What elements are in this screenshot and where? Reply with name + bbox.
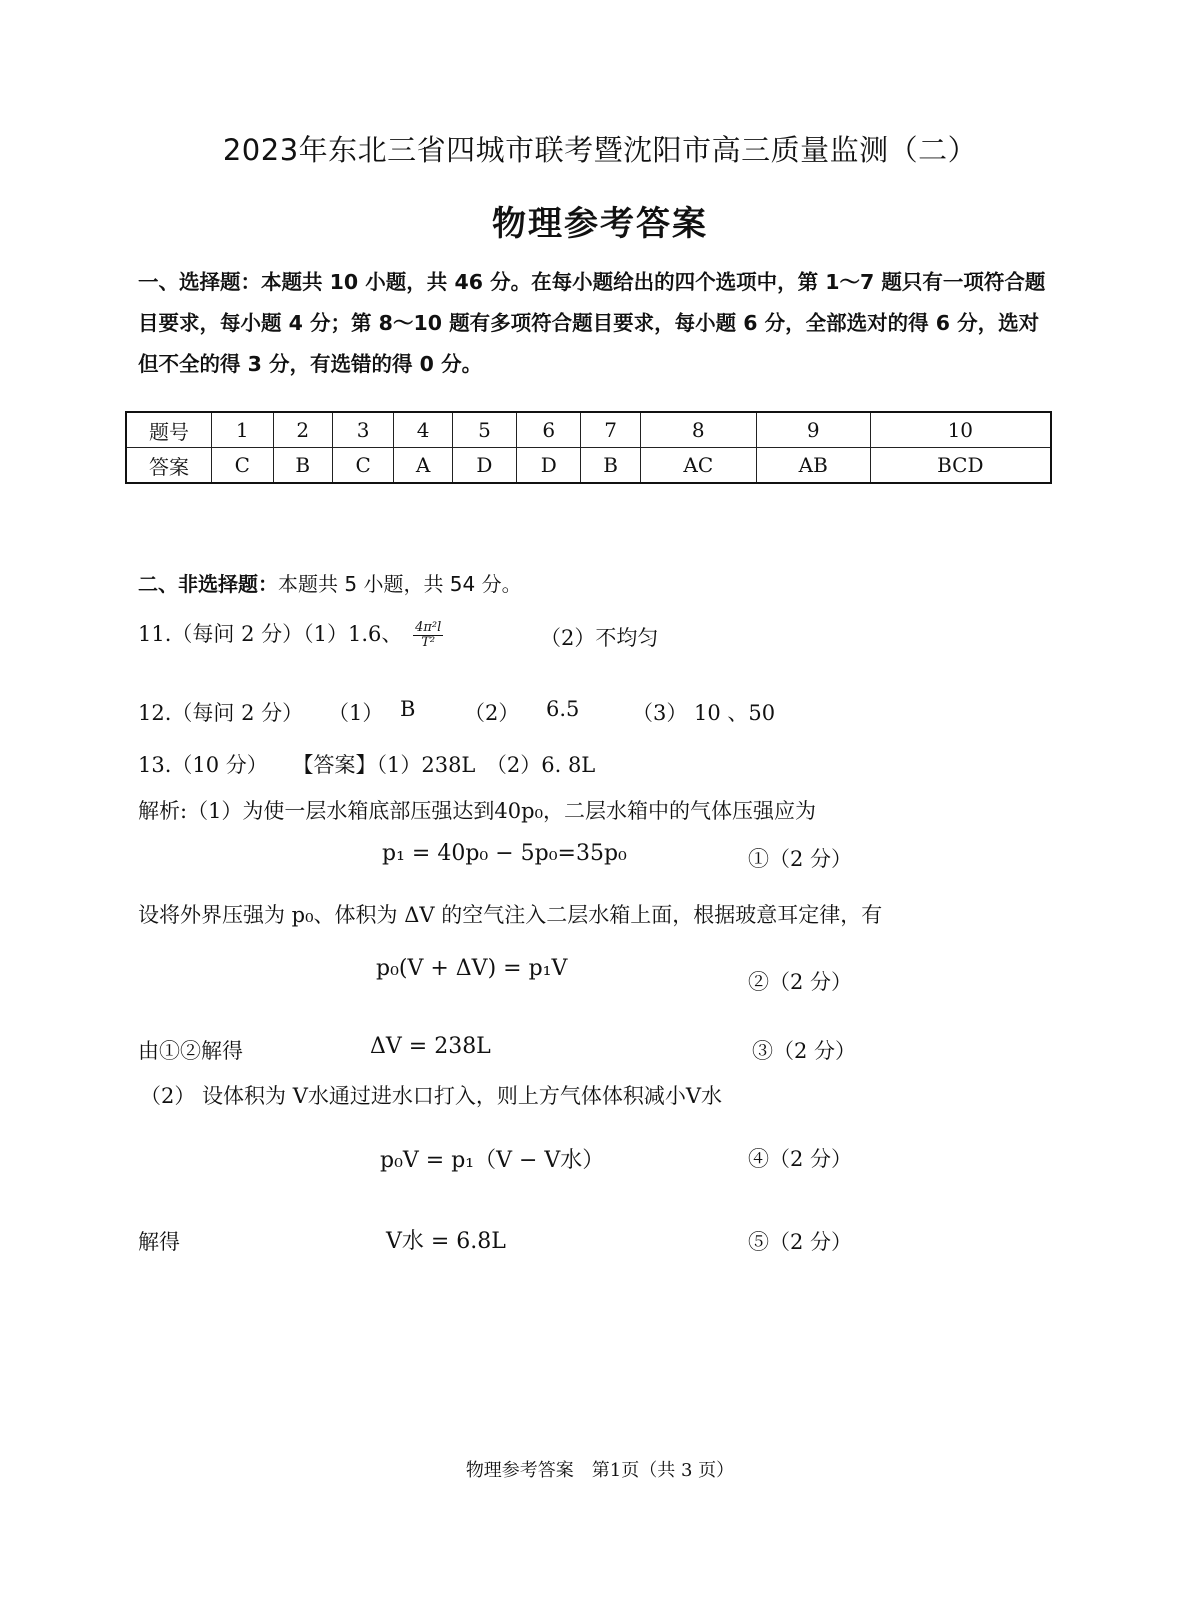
equation-4: p₀V = p₁（V − V水） bbox=[380, 1148, 605, 1173]
q11-answer bbox=[138, 618, 447, 650]
table-cell: BCD bbox=[870, 448, 1051, 484]
equation-5: V水 = 6.8L bbox=[386, 1229, 506, 1254]
equation-3-mark: ③（2 分） bbox=[752, 1039, 857, 1063]
q13-number: 13.（10 分） bbox=[138, 753, 268, 777]
q13-analysis-line2: 设将外界压强为 p₀、体积为 ΔV 的空气注入二层水箱上面，根据玻意耳定律，有 bbox=[138, 903, 883, 927]
table-cell: AB bbox=[756, 448, 870, 484]
table-cell: A bbox=[394, 448, 452, 484]
section2-heading bbox=[138, 568, 522, 597]
q11-fraction bbox=[413, 621, 443, 650]
table-cell: 5 bbox=[452, 412, 516, 448]
table-cell: 9 bbox=[756, 412, 870, 448]
q12-part3-label: （3） bbox=[632, 701, 688, 725]
table-cell: 4 bbox=[394, 412, 452, 448]
table-row bbox=[126, 412, 1051, 448]
table-cell: C bbox=[332, 448, 394, 484]
table-cell: 10 bbox=[870, 412, 1051, 448]
q11-frac-num: 4π²l bbox=[415, 620, 442, 635]
equation-1-mark: ①（2 分） bbox=[748, 847, 853, 871]
page-footer: 物理参考答案 第1页（共 3 页） bbox=[465, 1460, 735, 1481]
equation-2-mark: ②（2 分） bbox=[748, 970, 853, 994]
document-title: 2023年东北三省四城市联考暨沈阳市高三质量监测（二） bbox=[222, 133, 978, 167]
section2-title: 二、非选择题： bbox=[138, 572, 278, 596]
q12-part1-answer: B bbox=[400, 697, 416, 721]
q12-prefix: 12.（每问 2 分） bbox=[138, 701, 304, 725]
equation-5-mark: ⑤（2 分） bbox=[748, 1230, 853, 1254]
table-cell: 3 bbox=[332, 412, 394, 448]
table-cell: D bbox=[452, 448, 516, 484]
q11-prefix: 11.（每问 2 分）（1）1.6、 bbox=[138, 622, 403, 646]
document-subtitle: 物理参考答案 bbox=[492, 204, 708, 244]
table-cell: C bbox=[212, 448, 274, 484]
q13-header bbox=[138, 749, 595, 779]
q12-part2-label: （2） bbox=[464, 701, 520, 725]
equation-4-mark: ④（2 分） bbox=[748, 1147, 853, 1171]
table-cell: AC bbox=[640, 448, 756, 484]
table-cell: B bbox=[581, 448, 640, 484]
table-header-cell: 题号 bbox=[126, 412, 212, 448]
section1-instructions: 一、选择题：本题共 10 小题，共 46 分。在每小题给出的四个选项中，第 1～7 题只有一项符合题目要求，每小题 4 分；第 8～10 题有多项符合题目要求，每小题 6 分，全部选对的得 6 分，选对但不全的得 3 分，有选错的得 0 分。 bbox=[138, 270, 1046, 376]
q13-answer-text: （1）238L （2）6. 8L bbox=[376, 753, 596, 777]
table-cell: 2 bbox=[273, 412, 332, 448]
table-row bbox=[126, 448, 1051, 484]
q13-analysis-line1: 解析:（1）为使一层水箱底部压强达到40p₀，二层水箱中的气体压强应为 bbox=[138, 799, 817, 823]
table-header-cell: 答案 bbox=[126, 448, 212, 484]
table-cell: 7 bbox=[581, 412, 640, 448]
section2-desc: 本题共 5 小题，共 54 分。 bbox=[278, 572, 522, 596]
q11-part2: （2）不均匀 bbox=[540, 626, 659, 650]
q12-part3-answer: 10 、50 bbox=[694, 701, 776, 725]
equation-2: p₀(V + ΔV) = p₁V bbox=[376, 956, 568, 981]
table-cell: 8 bbox=[640, 412, 756, 448]
equation-3: ΔV = 238L bbox=[370, 1034, 491, 1059]
table-cell: 1 bbox=[212, 412, 274, 448]
q12-part1-label: （1） bbox=[328, 701, 384, 725]
equation-1: p₁ = 40p₀ − 5p₀=35p₀ bbox=[382, 841, 627, 866]
answer-table bbox=[125, 411, 1052, 484]
solve-label: 由①②解得 bbox=[138, 1039, 243, 1063]
table-cell: D bbox=[517, 448, 581, 484]
solve2-label: 解得 bbox=[138, 1230, 180, 1254]
q13-part2-text: （2） 设体积为 V水通过进水口打入，则上方气体体积减小V水 bbox=[140, 1084, 723, 1108]
q13-answer-label: 【答案】 bbox=[292, 753, 377, 777]
table-cell: 6 bbox=[517, 412, 581, 448]
q11-frac-den: T² bbox=[421, 635, 436, 650]
q12-part2-answer: 6.5 bbox=[546, 697, 580, 721]
table-cell: B bbox=[273, 448, 332, 484]
